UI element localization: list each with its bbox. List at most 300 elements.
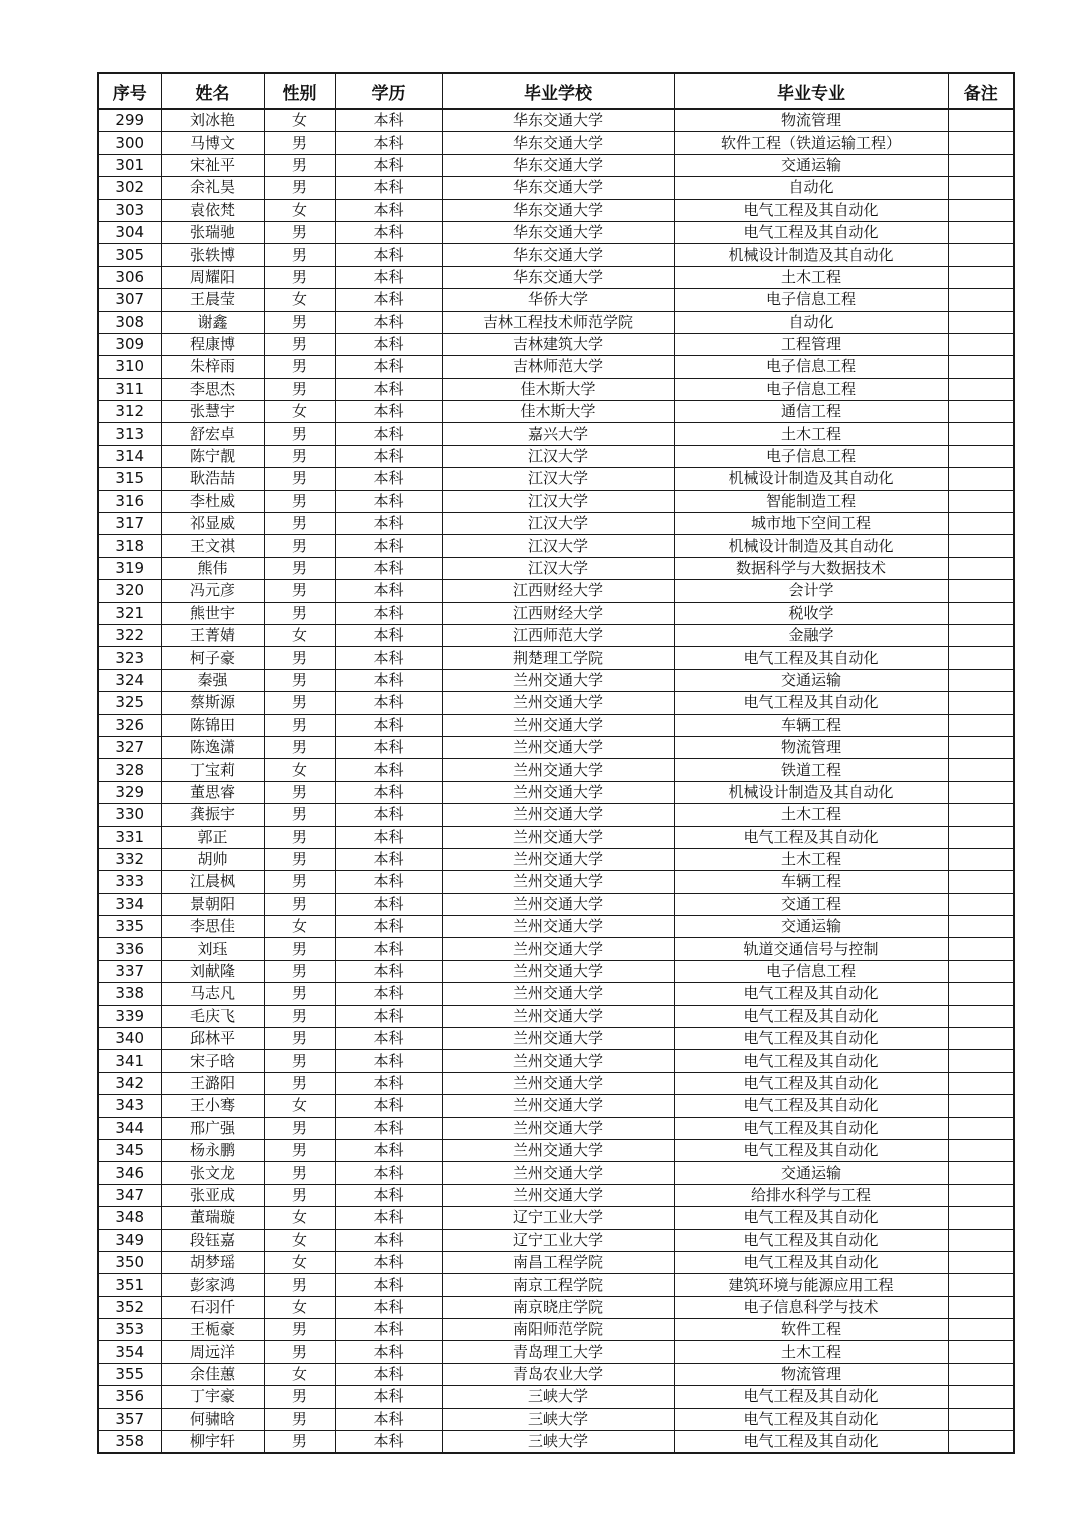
cell-name: 蔡斯源 — [161, 692, 264, 714]
table-row — [98, 1296, 1014, 1318]
cell-major: 铁道工程 — [674, 759, 948, 781]
cell-major: 交通运输 — [674, 154, 948, 176]
cell-major: 电气工程及其自动化 — [674, 826, 948, 848]
table-row — [98, 244, 1014, 266]
cell-remark — [948, 1162, 1014, 1184]
cell-gender: 女 — [264, 1207, 335, 1229]
cell-education: 本科 — [335, 736, 442, 758]
cell-gender: 男 — [264, 692, 335, 714]
table-row — [98, 826, 1014, 848]
cell-school: 青岛农业大学 — [442, 1363, 674, 1385]
cell-education: 本科 — [335, 1028, 442, 1050]
table-row — [98, 1408, 1014, 1430]
cell-index: 332 — [98, 848, 161, 870]
cell-remark — [948, 535, 1014, 557]
cell-index: 357 — [98, 1408, 161, 1430]
cell-index: 328 — [98, 759, 161, 781]
table-row — [98, 669, 1014, 691]
cell-remark — [948, 1139, 1014, 1161]
cell-school: 江汉大学 — [442, 468, 674, 490]
cell-major: 土木工程 — [674, 423, 948, 445]
cell-school: 兰州交通大学 — [442, 826, 674, 848]
cell-education: 本科 — [335, 132, 442, 154]
cell-school: 华东交通大学 — [442, 244, 674, 266]
cell-major: 给排水科学与工程 — [674, 1184, 948, 1206]
cell-major: 机械设计制造及其自动化 — [674, 468, 948, 490]
header-education: 学历 — [335, 73, 442, 109]
cell-index: 349 — [98, 1229, 161, 1251]
cell-gender: 男 — [264, 1139, 335, 1161]
cell-name: 耿浩喆 — [161, 468, 264, 490]
cell-gender: 男 — [264, 960, 335, 982]
cell-index: 354 — [98, 1341, 161, 1363]
cell-major: 电子信息工程 — [674, 378, 948, 400]
cell-name: 郭正 — [161, 826, 264, 848]
cell-education: 本科 — [335, 1162, 442, 1184]
cell-education: 本科 — [335, 199, 442, 221]
cell-gender: 女 — [264, 1229, 335, 1251]
cell-school: 华东交通大学 — [442, 199, 674, 221]
cell-name: 丁宝莉 — [161, 759, 264, 781]
cell-gender: 女 — [264, 1363, 335, 1385]
cell-gender: 男 — [264, 647, 335, 669]
cell-major: 交通运输 — [674, 1162, 948, 1184]
cell-index: 327 — [98, 736, 161, 758]
cell-school: 佳木斯大学 — [442, 401, 674, 423]
cell-remark — [948, 154, 1014, 176]
cell-education: 本科 — [335, 1072, 442, 1094]
cell-education: 本科 — [335, 580, 442, 602]
cell-education: 本科 — [335, 871, 442, 893]
cell-index: 334 — [98, 893, 161, 915]
header-gender: 性别 — [264, 73, 335, 109]
cell-school: 南昌工程学院 — [442, 1251, 674, 1273]
cell-school: 南京晓庄学院 — [442, 1296, 674, 1318]
cell-name: 张慧宇 — [161, 401, 264, 423]
table-row — [98, 1117, 1014, 1139]
cell-major: 土木工程 — [674, 266, 948, 288]
cell-education: 本科 — [335, 1408, 442, 1430]
cell-education: 本科 — [335, 714, 442, 736]
cell-name: 宋祉平 — [161, 154, 264, 176]
cell-school: 华东交通大学 — [442, 154, 674, 176]
cell-name: 张文龙 — [161, 1162, 264, 1184]
cell-gender: 男 — [264, 848, 335, 870]
cell-remark — [948, 1095, 1014, 1117]
cell-education: 本科 — [335, 557, 442, 579]
cell-school: 三峡大学 — [442, 1386, 674, 1408]
cell-gender: 男 — [264, 1162, 335, 1184]
table-row — [98, 378, 1014, 400]
cell-name: 谢鑫 — [161, 311, 264, 333]
cell-school: 兰州交通大学 — [442, 692, 674, 714]
table-row — [98, 1072, 1014, 1094]
table-row — [98, 1274, 1014, 1296]
cell-school: 兰州交通大学 — [442, 938, 674, 960]
cell-index: 325 — [98, 692, 161, 714]
cell-education: 本科 — [335, 1095, 442, 1117]
cell-remark — [948, 311, 1014, 333]
cell-school: 兰州交通大学 — [442, 1095, 674, 1117]
cell-major: 电气工程及其自动化 — [674, 647, 948, 669]
cell-remark — [948, 1207, 1014, 1229]
cell-remark — [948, 356, 1014, 378]
cell-major: 电气工程及其自动化 — [674, 983, 948, 1005]
cell-education: 本科 — [335, 1363, 442, 1385]
cell-major: 机械设计制造及其自动化 — [674, 781, 948, 803]
cell-school: 江西财经大学 — [442, 580, 674, 602]
cell-gender: 男 — [264, 513, 335, 535]
cell-school: 吉林建筑大学 — [442, 333, 674, 355]
cell-major: 智能制造工程 — [674, 490, 948, 512]
table-row — [98, 132, 1014, 154]
cell-education: 本科 — [335, 1319, 442, 1341]
cell-major: 电子信息工程 — [674, 356, 948, 378]
cell-major: 物流管理 — [674, 1363, 948, 1385]
table-row — [98, 983, 1014, 1005]
cell-major: 建筑环境与能源应用工程 — [674, 1274, 948, 1296]
cell-gender: 男 — [264, 580, 335, 602]
cell-index: 353 — [98, 1319, 161, 1341]
cell-education: 本科 — [335, 244, 442, 266]
cell-education: 本科 — [335, 759, 442, 781]
cell-name: 董瑞璇 — [161, 1207, 264, 1229]
cell-index: 339 — [98, 1005, 161, 1027]
header-row — [98, 73, 1014, 109]
cell-gender: 男 — [264, 871, 335, 893]
cell-major: 电气工程及其自动化 — [674, 1028, 948, 1050]
cell-index: 301 — [98, 154, 161, 176]
cell-remark — [948, 826, 1014, 848]
cell-gender: 男 — [264, 804, 335, 826]
cell-major: 电气工程及其自动化 — [674, 199, 948, 221]
cell-major: 机械设计制造及其自动化 — [674, 535, 948, 557]
cell-education: 本科 — [335, 1139, 442, 1161]
cell-gender: 男 — [264, 244, 335, 266]
cell-name: 毛庆飞 — [161, 1005, 264, 1027]
cell-remark — [948, 1386, 1014, 1408]
cell-remark — [948, 109, 1014, 132]
cell-major: 车辆工程 — [674, 871, 948, 893]
cell-education: 本科 — [335, 356, 442, 378]
cell-index: 320 — [98, 580, 161, 602]
cell-name: 宋子晗 — [161, 1050, 264, 1072]
table-row — [98, 871, 1014, 893]
cell-school: 兰州交通大学 — [442, 848, 674, 870]
cell-gender: 男 — [264, 1072, 335, 1094]
cell-name: 李思杰 — [161, 378, 264, 400]
table-row — [98, 714, 1014, 736]
cell-name: 王菁婧 — [161, 624, 264, 646]
roster-table — [97, 72, 1015, 1454]
cell-gender: 女 — [264, 1251, 335, 1273]
cell-remark — [948, 960, 1014, 982]
cell-major: 车辆工程 — [674, 714, 948, 736]
cell-index: 305 — [98, 244, 161, 266]
cell-gender: 男 — [264, 781, 335, 803]
cell-education: 本科 — [335, 221, 442, 243]
cell-school: 江西财经大学 — [442, 602, 674, 624]
cell-major: 电子信息工程 — [674, 289, 948, 311]
cell-index: 299 — [98, 109, 161, 132]
cell-remark — [948, 513, 1014, 535]
cell-gender: 男 — [264, 1028, 335, 1050]
cell-school: 兰州交通大学 — [442, 669, 674, 691]
cell-name: 龚振宇 — [161, 804, 264, 826]
table-row — [98, 1095, 1014, 1117]
table-row — [98, 647, 1014, 669]
cell-gender: 男 — [264, 356, 335, 378]
cell-education: 本科 — [335, 266, 442, 288]
cell-index: 307 — [98, 289, 161, 311]
cell-education: 本科 — [335, 109, 442, 132]
cell-remark — [948, 177, 1014, 199]
cell-major: 土木工程 — [674, 848, 948, 870]
cell-education: 本科 — [335, 938, 442, 960]
cell-remark — [948, 938, 1014, 960]
cell-education: 本科 — [335, 916, 442, 938]
cell-education: 本科 — [335, 1005, 442, 1027]
cell-name: 熊伟 — [161, 557, 264, 579]
cell-index: 355 — [98, 1363, 161, 1385]
cell-gender: 女 — [264, 759, 335, 781]
table-row — [98, 1229, 1014, 1251]
cell-remark — [948, 1319, 1014, 1341]
cell-education: 本科 — [335, 445, 442, 467]
cell-index: 304 — [98, 221, 161, 243]
cell-major: 电气工程及其自动化 — [674, 1431, 948, 1454]
cell-index: 309 — [98, 333, 161, 355]
cell-major: 电气工程及其自动化 — [674, 1095, 948, 1117]
cell-name: 彭家鸿 — [161, 1274, 264, 1296]
cell-index: 319 — [98, 557, 161, 579]
cell-gender: 男 — [264, 177, 335, 199]
cell-major: 电气工程及其自动化 — [674, 1139, 948, 1161]
cell-education: 本科 — [335, 692, 442, 714]
cell-index: 347 — [98, 1184, 161, 1206]
cell-index: 317 — [98, 513, 161, 535]
cell-major: 电气工程及其自动化 — [674, 1408, 948, 1430]
cell-remark — [948, 848, 1014, 870]
cell-index: 315 — [98, 468, 161, 490]
cell-name: 王小骞 — [161, 1095, 264, 1117]
cell-major: 软件工程 — [674, 1319, 948, 1341]
cell-remark — [948, 266, 1014, 288]
cell-gender: 男 — [264, 311, 335, 333]
cell-major: 电气工程及其自动化 — [674, 1207, 948, 1229]
cell-gender: 男 — [264, 154, 335, 176]
cell-school: 兰州交通大学 — [442, 1072, 674, 1094]
cell-education: 本科 — [335, 177, 442, 199]
cell-gender: 男 — [264, 736, 335, 758]
cell-major: 数据科学与大数据技术 — [674, 557, 948, 579]
cell-education: 本科 — [335, 781, 442, 803]
cell-remark — [948, 221, 1014, 243]
cell-school: 兰州交通大学 — [442, 1117, 674, 1139]
table-row — [98, 1386, 1014, 1408]
cell-remark — [948, 445, 1014, 467]
table-row — [98, 938, 1014, 960]
cell-gender: 男 — [264, 1319, 335, 1341]
table-row — [98, 960, 1014, 982]
cell-school: 兰州交通大学 — [442, 1005, 674, 1027]
cell-school: 吉林工程技术师范学院 — [442, 311, 674, 333]
cell-school: 兰州交通大学 — [442, 736, 674, 758]
cell-education: 本科 — [335, 490, 442, 512]
cell-gender: 男 — [264, 1431, 335, 1454]
cell-gender: 男 — [264, 1005, 335, 1027]
cell-school: 辽宁工业大学 — [442, 1229, 674, 1251]
cell-education: 本科 — [335, 513, 442, 535]
cell-gender: 男 — [264, 602, 335, 624]
cell-school: 兰州交通大学 — [442, 916, 674, 938]
cell-remark — [948, 1431, 1014, 1454]
cell-name: 柯子豪 — [161, 647, 264, 669]
cell-remark — [948, 289, 1014, 311]
cell-index: 306 — [98, 266, 161, 288]
table-row — [98, 266, 1014, 288]
cell-school: 兰州交通大学 — [442, 983, 674, 1005]
cell-index: 303 — [98, 199, 161, 221]
header-index: 序号 — [98, 73, 161, 109]
cell-major: 交通运输 — [674, 669, 948, 691]
cell-name: 陈锦田 — [161, 714, 264, 736]
cell-gender: 男 — [264, 938, 335, 960]
cell-remark — [948, 1341, 1014, 1363]
table-row — [98, 557, 1014, 579]
cell-school: 华东交通大学 — [442, 132, 674, 154]
cell-remark — [948, 1005, 1014, 1027]
table-row — [98, 177, 1014, 199]
cell-index: 329 — [98, 781, 161, 803]
cell-school: 三峡大学 — [442, 1431, 674, 1454]
cell-name: 胡梦瑶 — [161, 1251, 264, 1273]
cell-index: 350 — [98, 1251, 161, 1273]
cell-index: 346 — [98, 1162, 161, 1184]
cell-remark — [948, 669, 1014, 691]
cell-education: 本科 — [335, 669, 442, 691]
cell-index: 321 — [98, 602, 161, 624]
table-row — [98, 535, 1014, 557]
cell-remark — [948, 132, 1014, 154]
cell-school: 江汉大学 — [442, 535, 674, 557]
cell-name: 柳宇轩 — [161, 1431, 264, 1454]
cell-index: 324 — [98, 669, 161, 691]
cell-school: 兰州交通大学 — [442, 804, 674, 826]
cell-index: 311 — [98, 378, 161, 400]
cell-gender: 男 — [264, 221, 335, 243]
cell-remark — [948, 714, 1014, 736]
table-row — [98, 513, 1014, 535]
cell-major: 电气工程及其自动化 — [674, 1005, 948, 1027]
cell-index: 318 — [98, 535, 161, 557]
cell-gender: 男 — [264, 669, 335, 691]
cell-education: 本科 — [335, 624, 442, 646]
cell-remark — [948, 1296, 1014, 1318]
cell-index: 326 — [98, 714, 161, 736]
cell-remark — [948, 1028, 1014, 1050]
cell-education: 本科 — [335, 647, 442, 669]
cell-education: 本科 — [335, 401, 442, 423]
cell-school: 兰州交通大学 — [442, 1162, 674, 1184]
cell-index: 343 — [98, 1095, 161, 1117]
cell-remark — [948, 871, 1014, 893]
cell-name: 杨永鹏 — [161, 1139, 264, 1161]
table-row — [98, 624, 1014, 646]
cell-index: 336 — [98, 938, 161, 960]
table-row — [98, 356, 1014, 378]
cell-gender: 女 — [264, 199, 335, 221]
cell-remark — [948, 602, 1014, 624]
table-row — [98, 580, 1014, 602]
cell-education: 本科 — [335, 983, 442, 1005]
cell-school: 兰州交通大学 — [442, 759, 674, 781]
cell-education: 本科 — [335, 1274, 442, 1296]
cell-gender: 男 — [264, 468, 335, 490]
cell-major: 电气工程及其自动化 — [674, 692, 948, 714]
cell-index: 308 — [98, 311, 161, 333]
cell-index: 330 — [98, 804, 161, 826]
cell-gender: 男 — [264, 1341, 335, 1363]
cell-gender: 女 — [264, 1296, 335, 1318]
cell-school: 荆楚理工学院 — [442, 647, 674, 669]
cell-name: 马博文 — [161, 132, 264, 154]
cell-gender: 男 — [264, 535, 335, 557]
cell-remark — [948, 983, 1014, 1005]
cell-school: 吉林师范大学 — [442, 356, 674, 378]
cell-remark — [948, 423, 1014, 445]
cell-school: 江西师范大学 — [442, 624, 674, 646]
cell-gender: 男 — [264, 1117, 335, 1139]
table-row — [98, 1184, 1014, 1206]
cell-name: 刘冰艳 — [161, 109, 264, 132]
cell-school: 南阳师范学院 — [442, 1319, 674, 1341]
cell-education: 本科 — [335, 602, 442, 624]
table-row — [98, 916, 1014, 938]
table-row — [98, 1363, 1014, 1385]
cell-major: 城市地下空间工程 — [674, 513, 948, 535]
table-row — [98, 692, 1014, 714]
cell-major: 会计学 — [674, 580, 948, 602]
cell-school: 青岛理工大学 — [442, 1341, 674, 1363]
table-row — [98, 736, 1014, 758]
table-row — [98, 311, 1014, 333]
cell-major: 通信工程 — [674, 401, 948, 423]
cell-major: 轨道交通信号与控制 — [674, 938, 948, 960]
table-row — [98, 1050, 1014, 1072]
table-row — [98, 1319, 1014, 1341]
cell-school: 兰州交通大学 — [442, 1184, 674, 1206]
cell-gender: 男 — [264, 714, 335, 736]
cell-name: 陈逸潇 — [161, 736, 264, 758]
cell-index: 302 — [98, 177, 161, 199]
cell-gender: 男 — [264, 378, 335, 400]
cell-name: 段钰嘉 — [161, 1229, 264, 1251]
cell-education: 本科 — [335, 1341, 442, 1363]
cell-remark — [948, 1184, 1014, 1206]
cell-remark — [948, 468, 1014, 490]
cell-index: 313 — [98, 423, 161, 445]
cell-remark — [948, 1408, 1014, 1430]
cell-education: 本科 — [335, 826, 442, 848]
cell-index: 348 — [98, 1207, 161, 1229]
cell-remark — [948, 692, 1014, 714]
table-row — [98, 109, 1014, 132]
cell-name: 邱林平 — [161, 1028, 264, 1050]
cell-education: 本科 — [335, 333, 442, 355]
cell-education: 本科 — [335, 311, 442, 333]
cell-index: 310 — [98, 356, 161, 378]
